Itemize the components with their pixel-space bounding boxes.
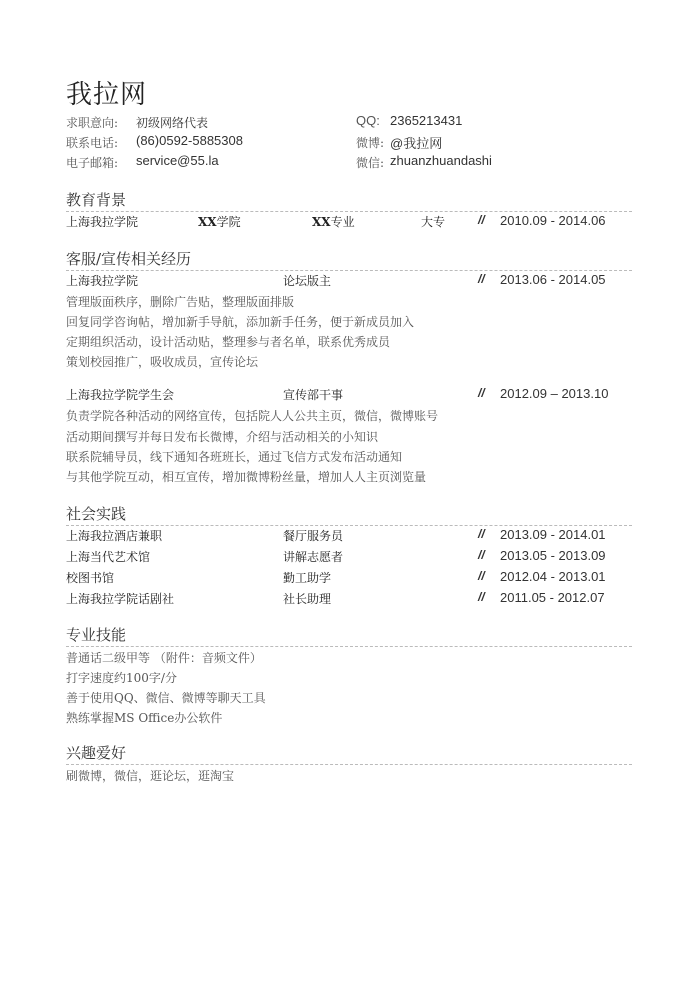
practice-date: 2011.05 - 2012.07 (500, 590, 605, 605)
practice-role: 勤工助学 (283, 571, 332, 585)
college (198, 213, 241, 230)
date-separator: // (478, 569, 485, 583)
hobbies-title: 兴趣爱好 (66, 744, 127, 762)
job-intent-label: 求职意向: (66, 116, 119, 130)
major (312, 213, 355, 230)
practice-role: 社长助理 (283, 592, 332, 606)
job-row (66, 272, 632, 292)
education-date: 2010.09 - 2014.06 (500, 213, 606, 228)
resume-name: 我拉网 (66, 80, 148, 110)
date-separator: // (478, 272, 485, 286)
skill-item: 普通话二级甲等 （附件：音频文件） (66, 651, 262, 665)
email-value: service@55.la (136, 153, 219, 168)
practice-row (66, 548, 632, 568)
job-desc-line: 活动期间撰写并每日发布长微博，介绍与活动相关的小知识 (66, 430, 379, 444)
practice-row (66, 569, 632, 589)
date-separator: // (478, 590, 485, 604)
phone-value: (86)0592-5885308 (136, 133, 243, 148)
job-desc-line: 定期组织活动，设计活动贴，整理参与者名单，联系优秀成员 (66, 335, 391, 349)
job-desc-line: 联系院辅导员，线下通知各班班长，通过飞信方式发布活动通知 (66, 450, 403, 464)
education-section (66, 189, 632, 229)
skills-section (66, 624, 632, 725)
skill-item: 熟练掌握MS Office办公软件 (66, 711, 223, 725)
practice-row (66, 590, 632, 610)
skill-item: 善于使用QQ、微信、微博等聊天工具 (66, 691, 266, 705)
job-intent-value: 初级网络代表 (136, 116, 209, 130)
job-org: 上海我拉学院 (66, 274, 139, 288)
skill-item: 打字速度约100字/分 (66, 671, 177, 685)
practice-date: 2013.09 - 2014.01 (500, 527, 606, 542)
experience-title: 客服/宣传相关经历 (66, 250, 192, 268)
job-org: 上海我拉学院学生会 (66, 388, 175, 402)
job-desc-line: 管理版面秩序，删除广告贴，整理版面排版 (66, 295, 295, 309)
education-title: 教育背景 (66, 191, 127, 209)
degree: 大专 (421, 215, 446, 229)
weibo-value: @我拉网 (390, 136, 443, 151)
college-bold: XX (198, 215, 217, 229)
major-bold: XX (312, 215, 331, 229)
practice-role: 讲解志愿者 (283, 550, 344, 564)
job-desc-line: 与其他学院互动，相互宣传，增加微博粉丝量，增加人人主页浏览量 (66, 470, 427, 484)
college-rest: 学院 (216, 215, 241, 229)
education-row (66, 213, 632, 233)
section-divider (66, 525, 632, 526)
major-rest: 专业 (330, 215, 355, 229)
practice-date: 2013.05 - 2013.09 (500, 548, 606, 563)
email-label: 电子邮箱: (66, 156, 119, 170)
practice-row (66, 527, 632, 547)
section-divider (66, 646, 632, 647)
practice-org: 上海我拉学院话剧社 (66, 592, 175, 606)
date-separator: // (478, 213, 485, 227)
experience-section (66, 248, 632, 484)
social-section (66, 503, 632, 606)
hobbies-text: 刷微博，微信，逛论坛，逛淘宝 (66, 769, 235, 783)
hobbies-section (66, 742, 632, 783)
job-role: 宣传部干事 (283, 388, 344, 402)
practice-role: 餐厅服务员 (283, 529, 344, 543)
school-name: 上海我拉学院 (66, 215, 139, 229)
section-divider (66, 211, 632, 212)
job-date: 2012.09 – 2013.10 (500, 386, 609, 401)
qq-value: 2365213431 (390, 113, 463, 128)
practice-org: 校图书馆 (66, 571, 115, 585)
job-role: 论坛版主 (283, 274, 332, 288)
qq-label: QQ: (356, 113, 380, 128)
job-desc-line: 回复同学咨询帖，增加新手导航，添加新手任务，便于新成员加入 (66, 315, 415, 329)
practice-date: 2012.04 - 2013.01 (500, 569, 606, 584)
job-row (66, 386, 632, 406)
phone-label: 联系电话: (66, 136, 119, 150)
section-divider (66, 764, 632, 765)
skills-title: 专业技能 (66, 626, 127, 644)
weibo-label: 微博: (356, 136, 385, 150)
wechat-label: 微信: (356, 156, 385, 170)
social-title: 社会实践 (66, 505, 127, 523)
job-desc-line: 负责学院各种活动的网络宣传，包括院人人公共主页，微信，微博账号 (66, 409, 439, 423)
practice-org: 上海我拉酒店兼职 (66, 529, 163, 543)
job-desc-line: 策划校园推广，吸收成员，宣传论坛 (66, 355, 259, 369)
section-divider (66, 270, 632, 271)
job-date: 2013.06 - 2014.05 (500, 272, 606, 287)
date-separator: // (478, 386, 485, 400)
wechat-value: zhuanzhuandashi (390, 153, 492, 168)
practice-org: 上海当代艺术馆 (66, 550, 151, 564)
date-separator: // (478, 527, 485, 541)
date-separator: // (478, 548, 485, 562)
